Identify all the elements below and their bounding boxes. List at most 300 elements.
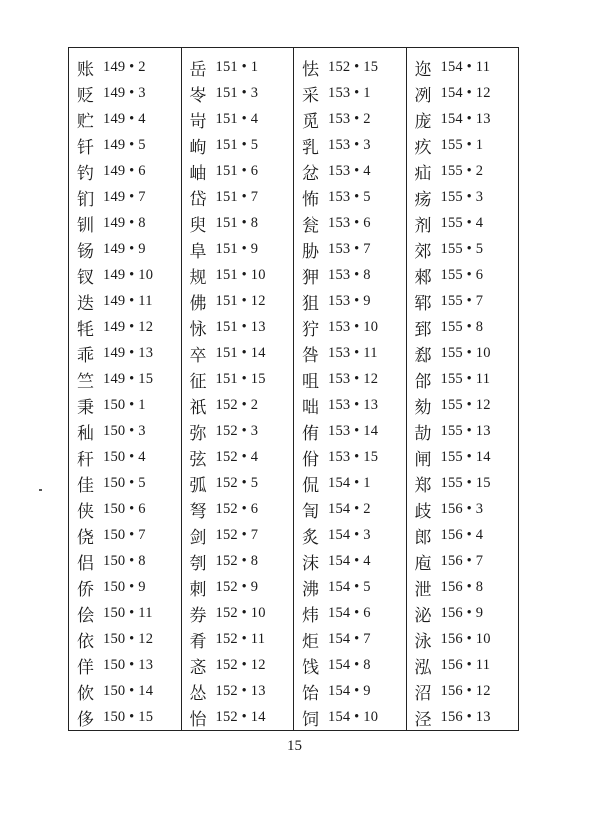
entry-reference: 150 • 9 [103, 578, 146, 595]
entry-character: 庖 [414, 553, 432, 574]
index-entry [182, 158, 294, 184]
entry-reference: 152 • 7 [215, 526, 259, 543]
entry-reference: 152 • 6 [215, 500, 259, 517]
entry-reference: 155 • 7 [440, 292, 484, 309]
entry-reference: 154 • 8 [328, 656, 371, 673]
entry-reference: 149 • 9 [103, 240, 146, 257]
entry-character: 刺 [189, 579, 207, 600]
index-entry [294, 236, 406, 262]
entry-character: 岱 [189, 189, 207, 210]
index-entry [294, 366, 406, 392]
entry-reference: 156 • 11 [440, 656, 491, 673]
entry-character: 泄 [414, 579, 432, 600]
index-entry [182, 704, 294, 730]
index-entry [294, 574, 406, 600]
entry-reference: 153 • 4 [328, 162, 371, 179]
entry-reference: 149 • 8 [103, 214, 146, 231]
index-column [69, 48, 181, 730]
index-entry [69, 548, 181, 574]
entry-character: 弧 [189, 475, 207, 496]
index-entry [69, 678, 181, 704]
entry-reference: 155 • 15 [440, 474, 491, 491]
index-entry [182, 54, 294, 80]
entry-character: 臾 [189, 215, 207, 236]
entry-reference: 154 • 9 [328, 682, 371, 699]
index-entry [182, 418, 294, 444]
index-entry [294, 262, 406, 288]
entry-reference: 152 • 8 [215, 552, 259, 569]
entry-character: 规 [189, 267, 207, 288]
entry-reference: 152 • 5 [215, 474, 259, 491]
index-entry [294, 158, 406, 184]
index-entry [69, 626, 181, 652]
entry-reference: 151 • 4 [215, 110, 259, 127]
entry-character: 冽 [414, 85, 432, 106]
entry-reference: 154 • 11 [440, 58, 491, 75]
index-entry [69, 158, 181, 184]
index-entry [69, 366, 181, 392]
index-entry [182, 314, 294, 340]
index-entry [294, 704, 406, 730]
entry-character: 岺 [189, 85, 207, 106]
entry-reference: 152 • 2 [215, 396, 259, 413]
entry-reference: 150 • 7 [103, 526, 146, 543]
index-entry [182, 548, 294, 574]
entry-character: 郎 [414, 527, 432, 548]
index-entry [69, 80, 181, 106]
entry-character: 沼 [414, 683, 432, 704]
entry-reference: 150 • 6 [103, 500, 146, 517]
entry-character: 乳 [302, 137, 319, 158]
entry-reference: 151 • 3 [215, 84, 259, 101]
entry-reference: 152 • 13 [215, 682, 266, 699]
entry-reference: 152 • 3 [215, 422, 259, 439]
entry-character: 佯 [77, 657, 94, 678]
entry-reference: 149 • 12 [103, 318, 154, 335]
index-entry [294, 210, 406, 236]
entry-character: 咎 [302, 345, 319, 366]
index-entry [69, 522, 181, 548]
entry-reference: 154 • 1 [328, 474, 371, 491]
index-entry [294, 340, 406, 366]
index-entry [69, 418, 181, 444]
entry-character: 征 [189, 371, 207, 392]
index-entry [182, 132, 294, 158]
entry-character: 迩 [414, 59, 432, 80]
entry-character: 疡 [414, 189, 432, 210]
entry-reference: 149 • 15 [103, 370, 154, 387]
index-entry [182, 470, 294, 496]
index-column [181, 48, 294, 730]
entry-character: 饲 [302, 709, 319, 730]
entry-reference: 155 • 3 [440, 188, 484, 205]
entry-reference: 150 • 14 [103, 682, 154, 699]
entry-reference: 153 • 12 [328, 370, 379, 387]
entry-reference: 153 • 10 [328, 318, 379, 335]
entry-reference: 154 • 5 [328, 578, 371, 595]
entry-reference: 150 • 15 [103, 708, 154, 725]
entry-character: 侨 [77, 579, 94, 600]
index-entry [69, 314, 181, 340]
entry-character: 炙 [302, 527, 319, 548]
entry-reference: 150 • 12 [103, 630, 154, 647]
index-entry [407, 652, 519, 678]
entry-reference: 149 • 7 [103, 188, 146, 205]
index-entry [69, 132, 181, 158]
index-entry [182, 80, 294, 106]
entry-character: 泾 [414, 709, 432, 730]
index-entry [182, 184, 294, 210]
index-entry [407, 600, 519, 626]
entry-reference: 153 • 11 [328, 344, 378, 361]
entry-character: 侣 [77, 553, 94, 574]
index-entry [294, 496, 406, 522]
index-entry [407, 704, 519, 730]
entry-reference: 155 • 5 [440, 240, 484, 257]
entry-character: 狞 [302, 319, 319, 340]
index-column [293, 48, 406, 730]
index-table [68, 47, 519, 731]
entry-character: 庞 [414, 111, 432, 132]
entry-character: 弩 [189, 501, 207, 522]
index-entry [407, 522, 519, 548]
entry-character: 炜 [302, 605, 319, 626]
index-entry [182, 106, 294, 132]
index-entry [182, 288, 294, 314]
entry-character: 岫 [189, 163, 207, 184]
entry-character: 郅 [414, 319, 432, 340]
margin-mark [39, 489, 42, 491]
entry-character: 佾 [302, 449, 319, 470]
entry-character: 秉 [77, 397, 94, 418]
index-entry [407, 444, 519, 470]
entry-character: 沫 [302, 553, 319, 574]
entry-character: 訇 [302, 501, 319, 522]
entry-reference: 156 • 8 [440, 578, 484, 595]
entry-character: 胁 [302, 241, 319, 262]
entry-reference: 155 • 4 [440, 214, 484, 231]
entry-reference: 153 • 8 [328, 266, 371, 283]
entry-character: 忿 [302, 163, 319, 184]
entry-character: 狙 [302, 293, 319, 314]
entry-character: 弦 [189, 449, 207, 470]
entry-reference: 151 • 6 [215, 162, 259, 179]
entry-reference: 152 • 14 [215, 708, 266, 725]
index-entry [69, 262, 181, 288]
entry-character: 岣 [189, 137, 207, 158]
entry-character: 泓 [414, 657, 432, 678]
entry-character: 劾 [414, 397, 432, 418]
entry-character: 忞 [189, 657, 207, 678]
entry-reference: 152 • 4 [215, 448, 259, 465]
entry-reference: 153 • 15 [328, 448, 379, 465]
index-entry [294, 678, 406, 704]
entry-reference: 156 • 7 [440, 552, 484, 569]
entry-reference: 153 • 3 [328, 136, 371, 153]
entry-reference: 156 • 3 [440, 500, 484, 517]
index-entry [294, 418, 406, 444]
index-entry [407, 288, 519, 314]
index-entry [69, 106, 181, 132]
entry-reference: 155 • 6 [440, 266, 484, 283]
index-entry [294, 288, 406, 314]
entry-character: 乖 [77, 345, 94, 366]
entry-reference: 154 • 10 [328, 708, 379, 725]
entry-reference: 155 • 14 [440, 448, 491, 465]
entry-reference: 153 • 2 [328, 110, 371, 127]
entry-reference: 154 • 4 [328, 552, 371, 569]
entry-reference: 154 • 12 [440, 84, 491, 101]
entry-character: 炬 [302, 631, 319, 652]
entry-character: 钗 [77, 267, 94, 288]
entry-reference: 151 • 15 [215, 370, 266, 387]
entry-reference: 153 • 5 [328, 188, 371, 205]
index-entry [294, 652, 406, 678]
index-entry [69, 184, 181, 210]
entry-reference: 151 • 8 [215, 214, 259, 231]
entry-character: 瓮 [302, 215, 319, 236]
entry-reference: 156 • 12 [440, 682, 491, 699]
entry-reference: 150 • 5 [103, 474, 146, 491]
entry-character: 咀 [302, 371, 319, 392]
index-entry [69, 652, 181, 678]
entry-character: 佽 [77, 683, 94, 704]
entry-character: 饴 [302, 683, 319, 704]
entry-character: 侈 [77, 709, 94, 730]
entry-reference: 152 • 12 [215, 656, 266, 673]
entry-reference: 153 • 6 [328, 214, 371, 231]
entry-reference: 151 • 5 [215, 136, 259, 153]
entry-character: 岢 [189, 111, 207, 132]
entry-reference: 149 • 4 [103, 110, 146, 127]
entry-character: 郑 [414, 475, 432, 496]
index-entry [407, 262, 519, 288]
entry-character: 咄 [302, 397, 319, 418]
index-entry [69, 496, 181, 522]
index-entry [407, 236, 519, 262]
index-entry [182, 366, 294, 392]
index-entry [182, 600, 294, 626]
entry-character: 钖 [77, 241, 94, 262]
entry-reference: 153 • 9 [328, 292, 371, 309]
entry-reference: 153 • 14 [328, 422, 379, 439]
entry-character: 泳 [414, 631, 432, 652]
entry-character: 怺 [189, 319, 207, 340]
entry-reference: 154 • 2 [328, 500, 371, 517]
entry-reference: 150 • 11 [103, 604, 153, 621]
index-entry [182, 496, 294, 522]
entry-reference: 155 • 8 [440, 318, 484, 335]
index-entry [407, 470, 519, 496]
entry-reference: 150 • 13 [103, 656, 154, 673]
index-entry [407, 548, 519, 574]
entry-reference: 155 • 12 [440, 396, 491, 413]
index-entry [182, 262, 294, 288]
index-entry [294, 392, 406, 418]
entry-character: 郓 [414, 293, 432, 314]
entry-character: 佛 [189, 293, 207, 314]
entry-reference: 151 • 9 [215, 240, 259, 257]
index-entry [294, 54, 406, 80]
entry-character: 采 [302, 85, 319, 106]
index-entry [182, 678, 294, 704]
entry-character: 侃 [302, 475, 319, 496]
index-entry [294, 470, 406, 496]
index-entry [294, 626, 406, 652]
entry-reference: 149 • 5 [103, 136, 146, 153]
entry-reference: 151 • 1 [215, 58, 259, 75]
entry-character: 钓 [77, 163, 94, 184]
entry-reference: 149 • 10 [103, 266, 154, 283]
entry-reference: 155 • 1 [440, 136, 484, 153]
entry-reference: 154 • 6 [328, 604, 371, 621]
entry-reference: 152 • 9 [215, 578, 259, 595]
entry-character: 牦 [77, 319, 94, 340]
index-entry [182, 444, 294, 470]
entry-character: 郊 [414, 241, 432, 262]
index-entry [294, 80, 406, 106]
index-entry [407, 158, 519, 184]
index-entry [69, 210, 181, 236]
index-entry [407, 54, 519, 80]
entry-character: 钏 [77, 215, 94, 236]
entry-character: 钎 [77, 137, 94, 158]
index-entry [407, 314, 519, 340]
entry-reference: 153 • 7 [328, 240, 371, 257]
index-entry [182, 574, 294, 600]
entry-character: 贮 [77, 111, 94, 132]
index-entry [294, 522, 406, 548]
entry-character: 贬 [77, 85, 94, 106]
entry-character: 账 [77, 59, 94, 80]
entry-character: 钔 [77, 189, 94, 210]
index-entry [182, 236, 294, 262]
entry-reference: 155 • 2 [440, 162, 484, 179]
index-entry [69, 444, 181, 470]
entry-character: 卒 [189, 345, 207, 366]
entry-character: 弥 [189, 423, 207, 444]
entry-character: 怖 [302, 189, 319, 210]
index-entry [407, 210, 519, 236]
index-entry [69, 704, 181, 730]
entry-character: 侠 [77, 501, 94, 522]
entry-character: 侑 [302, 423, 319, 444]
index-entry [407, 496, 519, 522]
index-entry [69, 54, 181, 80]
entry-character: 肴 [189, 631, 207, 652]
entry-character: 郃 [414, 371, 432, 392]
index-entry [407, 626, 519, 652]
entry-character: 泌 [414, 605, 432, 626]
index-entry [182, 392, 294, 418]
entry-reference: 152 • 15 [328, 58, 379, 75]
entry-character: 依 [77, 631, 94, 652]
entry-character: 竺 [77, 371, 94, 392]
page-number: 15 [287, 738, 302, 754]
entry-reference: 152 • 11 [215, 630, 266, 647]
entry-character: 秆 [77, 449, 94, 470]
entry-reference: 149 • 2 [103, 58, 146, 75]
entry-character: 沸 [302, 579, 319, 600]
entry-character: 疝 [414, 163, 432, 184]
entry-reference: 156 • 13 [440, 708, 491, 725]
entry-reference: 150 • 8 [103, 552, 146, 569]
index-entry [294, 184, 406, 210]
index-entry [407, 80, 519, 106]
index-entry [69, 470, 181, 496]
entry-character: 怡 [189, 709, 207, 730]
index-entry [294, 132, 406, 158]
index-entry [69, 600, 181, 626]
entry-character: 剂 [414, 215, 432, 236]
entry-character: 秈 [77, 423, 94, 444]
entry-character: 饯 [302, 657, 319, 678]
entry-reference: 149 • 6 [103, 162, 146, 179]
entry-character: 狎 [302, 267, 319, 288]
entry-character: 闸 [414, 449, 432, 470]
index-entry [69, 574, 181, 600]
entry-reference: 154 • 7 [328, 630, 371, 647]
entry-character: 侩 [77, 605, 94, 626]
index-entry [294, 444, 406, 470]
entry-character: 怂 [189, 683, 207, 704]
index-entry [182, 210, 294, 236]
index-column [406, 48, 519, 730]
index-entry [182, 522, 294, 548]
index-entry [69, 340, 181, 366]
index-entry [294, 314, 406, 340]
entry-character: 岳 [189, 59, 207, 80]
entry-reference: 150 • 4 [103, 448, 146, 465]
entry-character: 迭 [77, 293, 94, 314]
index-entry [69, 236, 181, 262]
entry-reference: 150 • 1 [103, 396, 146, 413]
entry-character: 郄 [414, 345, 432, 366]
entry-reference: 153 • 13 [328, 396, 379, 413]
entry-reference: 155 • 10 [440, 344, 491, 361]
entry-reference: 151 • 7 [215, 188, 259, 205]
entry-reference: 151 • 13 [215, 318, 266, 335]
entry-reference: 154 • 3 [328, 526, 371, 543]
entry-reference: 155 • 11 [440, 370, 491, 387]
index-entry [294, 548, 406, 574]
entry-character: 刳 [189, 553, 207, 574]
entry-reference: 155 • 13 [440, 422, 491, 439]
index-entry [407, 132, 519, 158]
index-entry [294, 106, 406, 132]
index-entry [182, 652, 294, 678]
entry-character: 侥 [77, 527, 94, 548]
index-entry [407, 574, 519, 600]
entry-reference: 154 • 13 [440, 110, 491, 127]
entry-reference: 150 • 3 [103, 422, 146, 439]
entry-character: 券 [189, 605, 207, 626]
entry-character: 疚 [414, 137, 432, 158]
index-entry [407, 418, 519, 444]
entry-reference: 156 • 4 [440, 526, 484, 543]
entry-character: 郲 [414, 267, 432, 288]
index-entry [407, 392, 519, 418]
index-entry [407, 340, 519, 366]
entry-reference: 152 • 10 [215, 604, 266, 621]
index-entry [407, 678, 519, 704]
index-entry [407, 184, 519, 210]
index-entry [69, 392, 181, 418]
index-entry [407, 366, 519, 392]
entry-character: 祇 [189, 397, 207, 418]
entry-reference: 149 • 11 [103, 292, 153, 309]
index-entry [69, 288, 181, 314]
